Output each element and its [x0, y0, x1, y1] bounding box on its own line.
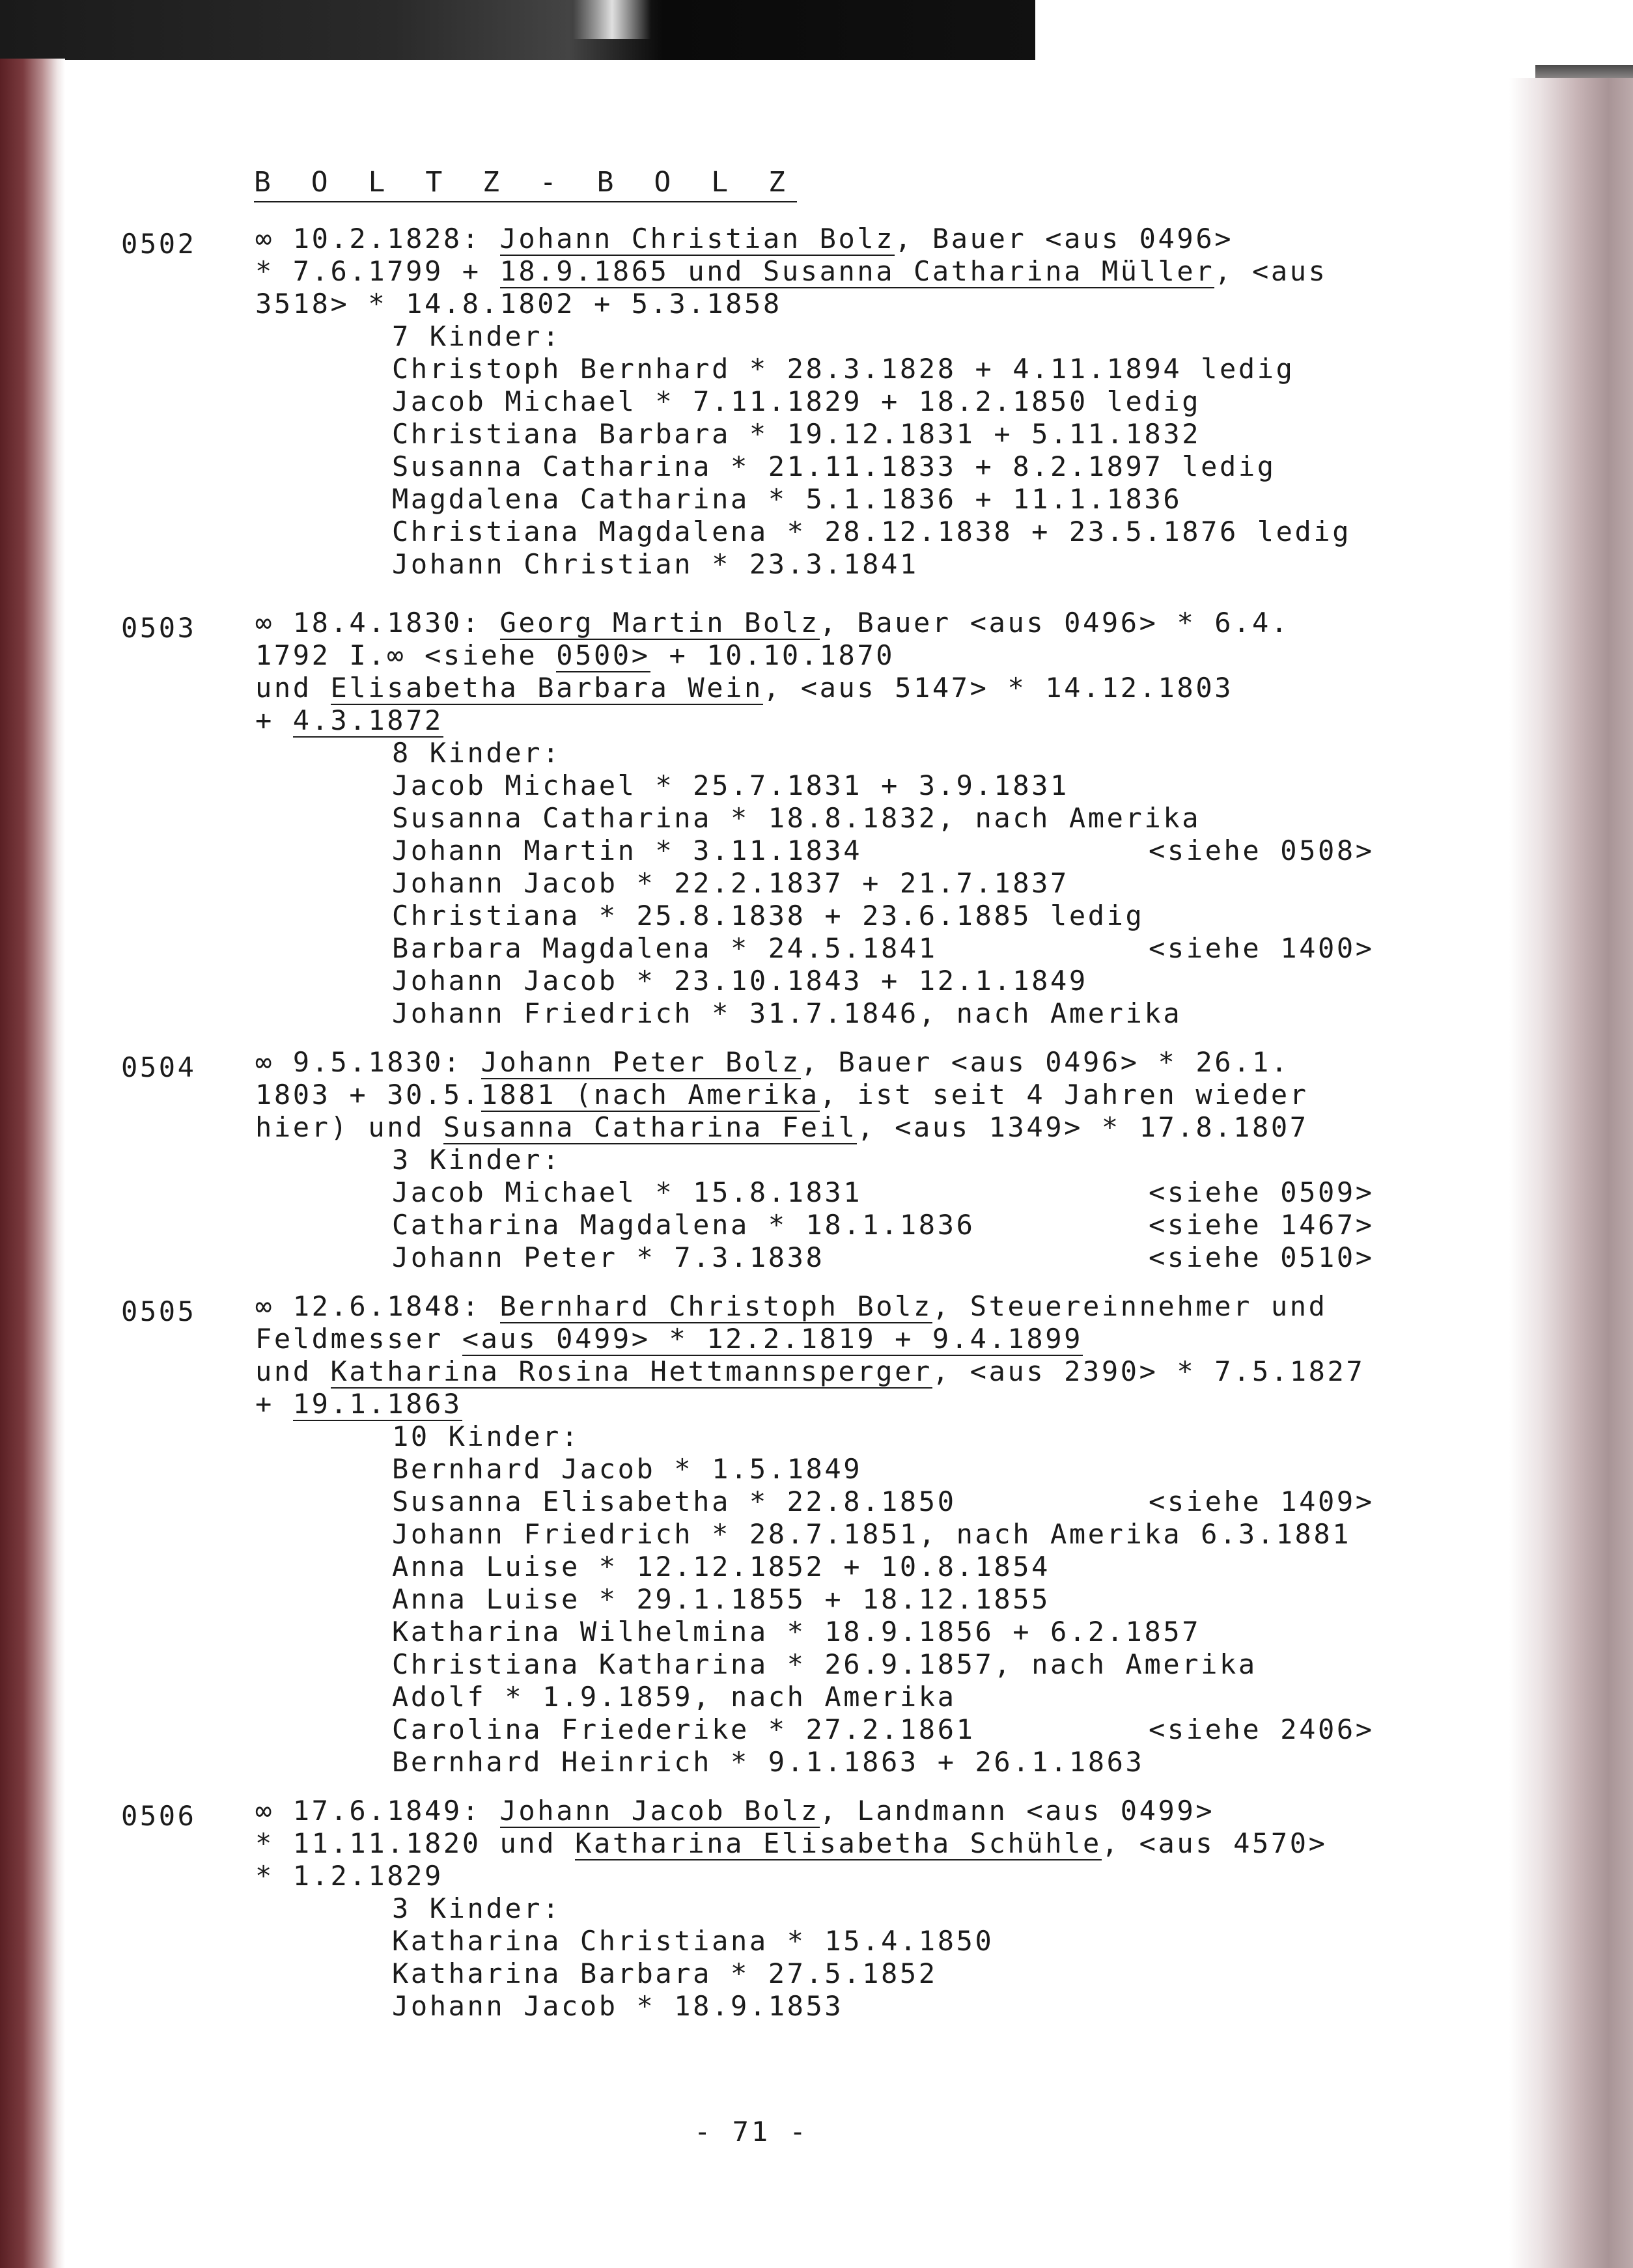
- scan-shadow-left: [0, 59, 65, 2268]
- child-record: Catharina Magdalena * 18.1.1836: [392, 1209, 975, 1241]
- child-record: Johann Martin * 3.11.1834: [392, 835, 863, 866]
- child-record: Adolf * 1.9.1859, nach Amerika: [392, 1681, 956, 1713]
- scan-shadow-top: [0, 0, 1035, 60]
- children-count-label: 8 Kinder:: [392, 737, 561, 769]
- marriage-record-line: ∞ 17.6.1849: Johann Jacob Bolz, Landmann <aus 0499>: [255, 1795, 1215, 1827]
- child-record: Christiana Barbara * 19.12.1831 + 5.11.1832: [392, 418, 1201, 450]
- cross-reference: <siehe 1467>: [1149, 1209, 1375, 1241]
- children-count-label: 10 Kinder:: [392, 1420, 580, 1452]
- cross-reference: <siehe 1409>: [1149, 1486, 1375, 1517]
- child-record: Anna Luise * 29.1.1855 + 18.12.1855: [392, 1583, 1051, 1615]
- children-count-label: 7 Kinder:: [392, 320, 561, 352]
- child-record: Christoph Bernhard * 28.3.1828 + 4.11.1894 ledig: [392, 353, 1295, 385]
- child-record: Christiana Magdalena * 28.12.1838 + 23.5.1876 ledig: [392, 516, 1352, 547]
- child-record: Johann Peter * 7.3.1838: [392, 1241, 825, 1273]
- entry-number: 0503: [121, 612, 197, 644]
- child-record: Jacob Michael * 15.8.1831: [392, 1176, 863, 1208]
- scan-shadow-right: [1509, 78, 1633, 2268]
- cross-reference: <siehe 1400>: [1149, 932, 1375, 964]
- cross-reference: <siehe 2406>: [1149, 1713, 1375, 1745]
- marriage-record-line: 3518> * 14.8.1802 + 5.3.1858: [255, 288, 782, 320]
- child-record: Jacob Michael * 25.7.1831 + 3.9.1831: [392, 769, 1069, 801]
- child-record: Johann Jacob * 22.2.1837 + 21.7.1837: [392, 867, 1069, 899]
- marriage-record-line: 1803 + 30.5.1881 (nach Amerika, ist seit 4 Jahren wieder: [255, 1079, 1309, 1111]
- child-record: Jacob Michael * 7.11.1829 + 18.2.1850 ledig: [392, 385, 1201, 417]
- children-count-label: 3 Kinder:: [392, 1144, 561, 1176]
- cross-reference: <siehe 0509>: [1149, 1176, 1375, 1208]
- marriage-record-line: + 19.1.1863: [255, 1388, 462, 1420]
- page-number: - 71 -: [694, 2116, 809, 2148]
- child-record: Anna Luise * 12.12.1852 + 10.8.1854: [392, 1551, 1051, 1583]
- marriage-record-line: Feldmesser <aus 0499> * 12.2.1819 + 9.4.1899: [255, 1323, 1083, 1355]
- child-record: Christiana Katharina * 26.9.1857, nach Amerika: [392, 1648, 1257, 1680]
- marriage-record-line: * 11.11.1820 und Katharina Elisabetha Schühle, <aus 4570>: [255, 1827, 1328, 1859]
- marriage-record-line: ∞ 10.2.1828: Johann Christian Bolz, Bauer <aus 0496>: [255, 223, 1234, 255]
- child-record: Johann Jacob * 18.9.1853: [392, 1990, 844, 2022]
- child-record: Johann Christian * 23.3.1841: [392, 548, 919, 580]
- child-record: Susanna Elisabetha * 22.8.1850: [392, 1486, 956, 1517]
- entry-number: 0502: [121, 228, 197, 260]
- cross-reference: <siehe 0510>: [1149, 1241, 1375, 1273]
- child-record: Johann Friedrich * 31.7.1846, nach Amerika: [392, 997, 1182, 1029]
- marriage-record-line: und Katharina Rosina Hettmannsperger, <aus 2390> * 7.5.1827: [255, 1355, 1365, 1387]
- child-record: Carolina Friederike * 27.2.1861: [392, 1713, 975, 1745]
- scan-shadow-highlight: [573, 0, 651, 39]
- marriage-record-line: und Elisabetha Barbara Wein, <aus 5147> * 14.12.1803: [255, 672, 1234, 704]
- child-record: Katharina Barbara * 27.5.1852: [392, 1957, 938, 1989]
- entry-number: 0505: [121, 1295, 197, 1327]
- entry-number: 0504: [121, 1051, 197, 1083]
- child-record: Barbara Magdalena * 24.5.1841: [392, 932, 938, 964]
- marriage-record-line: ∞ 18.4.1830: Georg Martin Bolz, Bauer <aus 0496> * 6.4.: [255, 607, 1290, 639]
- marriage-record-line: 1792 I.∞ <siehe 0500> + 10.10.1870: [255, 639, 895, 671]
- children-count-label: 3 Kinder:: [392, 1892, 561, 1924]
- marriage-record-line: + 4.3.1872: [255, 704, 443, 736]
- child-record: Magdalena Catharina * 5.1.1836 + 11.1.1836: [392, 483, 1182, 515]
- marriage-record-line: hier) und Susanna Catharina Feil, <aus 1349> * 17.8.1807: [255, 1111, 1309, 1143]
- child-record: Katharina Wilhelmina * 18.9.1856 + 6.2.1857: [392, 1616, 1201, 1648]
- child-record: Bernhard Heinrich * 9.1.1863 + 26.1.1863: [392, 1746, 1145, 1778]
- child-record: Bernhard Jacob * 1.5.1849: [392, 1453, 863, 1485]
- marriage-record-line: ∞ 12.6.1848: Bernhard Christoph Bolz, Steuereinnehmer und: [255, 1290, 1328, 1322]
- child-record: Susanna Catharina * 18.8.1832, nach Amerika: [392, 802, 1201, 834]
- marriage-record-line: ∞ 9.5.1830: Johann Peter Bolz, Bauer <aus 0496> * 26.1.: [255, 1046, 1290, 1078]
- child-record: Katharina Christiana * 15.4.1850: [392, 1925, 994, 1957]
- child-record: Christiana * 25.8.1838 + 23.6.1885 ledig: [392, 900, 1145, 932]
- marriage-record-line: * 7.6.1799 + 18.9.1865 und Susanna Catharina Müller, <aus: [255, 255, 1328, 287]
- child-record: Johann Jacob * 23.10.1843 + 12.1.1849: [392, 965, 1088, 997]
- cross-reference: <siehe 0508>: [1149, 835, 1375, 866]
- page-title: B O L T Z - B O L Z: [254, 166, 797, 202]
- child-record: Susanna Catharina * 21.11.1833 + 8.2.1897 ledig: [392, 450, 1276, 482]
- marriage-record-line: * 1.2.1829: [255, 1860, 443, 1892]
- entry-number: 0506: [121, 1800, 197, 1832]
- child-record: Johann Friedrich * 28.7.1851, nach Amerika 6.3.1881: [392, 1518, 1352, 1550]
